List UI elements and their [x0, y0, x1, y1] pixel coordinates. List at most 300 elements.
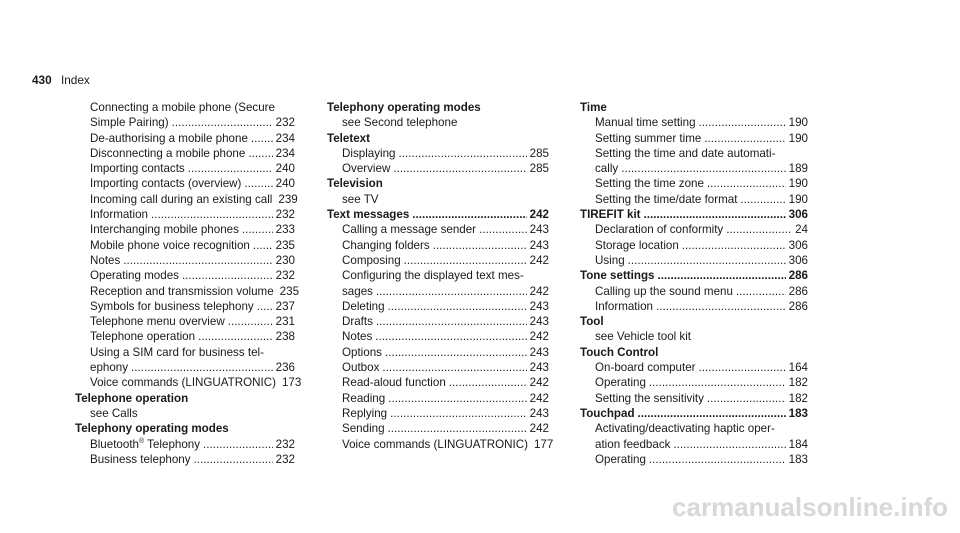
index-subentry [327, 421, 549, 436]
leader-dots [393, 161, 526, 176]
entry-label [595, 222, 723, 237]
index-subentry [580, 360, 808, 375]
index-subentry [75, 406, 295, 421]
index-heading [75, 391, 295, 406]
entry-label [90, 407, 138, 420]
entry-text: Importing contacts (overview) [90, 177, 242, 191]
page-ref: 189 [788, 162, 808, 176]
entry-text: Setting the sensitivity [595, 391, 704, 405]
index-subentry [580, 253, 808, 268]
page-ref: 183 [788, 452, 808, 466]
page-ref: 242 [529, 284, 549, 298]
entry-text: Declaration of conformity [595, 223, 724, 237]
entry-text: Time [580, 101, 607, 114]
entry-label [595, 115, 696, 130]
entry-label [327, 207, 409, 222]
page-ref: 177 [533, 437, 554, 451]
index-subentry [327, 192, 549, 207]
entry-text: see Vehicle tool kit [595, 330, 692, 344]
index-subentry [75, 161, 295, 176]
entry-label [90, 360, 128, 375]
entry-text: Tone settings [580, 269, 655, 283]
entry-label [90, 222, 239, 237]
entry-text: Incoming call during an existing call [90, 192, 273, 206]
leader-dots [404, 253, 527, 268]
leader-dots [390, 406, 527, 421]
entry-text: Telephony operating modes [327, 101, 481, 114]
index-column-2 [327, 100, 554, 452]
entry-text: Operating [595, 452, 646, 466]
entry-label [342, 421, 385, 436]
entry-label [75, 392, 188, 405]
entry-text: Calling up the sound menu [595, 284, 733, 298]
entry-text: Television [327, 177, 383, 191]
entry-label [90, 146, 245, 161]
entry-text: On-board computer [595, 361, 696, 375]
page-ref: 242 [529, 330, 549, 344]
entry-label [90, 253, 120, 268]
index-subentry [75, 100, 295, 115]
leader-dots [388, 391, 526, 406]
page-ref: 182 [788, 376, 808, 390]
entry-label [595, 253, 625, 268]
leader-dots [257, 299, 273, 314]
entry-label [580, 406, 635, 421]
entry-text: Reading [342, 391, 386, 405]
page-ref: 242 [529, 391, 549, 405]
leader-dots [251, 131, 273, 146]
index-column-1 [75, 100, 302, 467]
index-subentry [327, 329, 549, 344]
entry-label [342, 238, 430, 253]
entry-text: Using [595, 253, 625, 267]
entry-label [90, 101, 275, 114]
leader-dots [253, 238, 273, 253]
page-ref: 240 [275, 177, 295, 191]
entry-text: Tool [580, 315, 604, 329]
index-subentry [580, 329, 808, 344]
page-ref: 164 [788, 361, 808, 375]
leader-dots [172, 115, 273, 130]
index-subentry [75, 375, 302, 390]
entry-label [342, 269, 524, 282]
entry-label [90, 284, 274, 299]
index-heading [580, 345, 808, 360]
entry-text: Setting summer time [595, 131, 702, 145]
page-ref: 306 [788, 253, 808, 267]
entry-text: Replying [342, 406, 388, 420]
entry-text: Reception and transmission volume [90, 284, 274, 298]
entry-label [90, 437, 200, 452]
leader-dots [385, 345, 527, 360]
page-ref: 190 [788, 192, 808, 206]
index-subentry [75, 253, 295, 268]
index-subentry [75, 345, 295, 360]
leader-dots [244, 176, 272, 191]
index-subentry [580, 161, 808, 176]
page-ref: 285 [529, 162, 549, 176]
index-subentry [327, 253, 549, 268]
entry-text: Touch Control [580, 345, 659, 359]
entry-text: Storage location [595, 238, 679, 252]
entry-label [595, 284, 733, 299]
leader-dots [638, 406, 786, 421]
entry-label [90, 115, 169, 130]
entry-label [90, 268, 179, 283]
entry-text: Symbols for business telephony [90, 299, 254, 313]
page-ref: 230 [275, 253, 295, 267]
entry-text: Simple Pairing) [90, 116, 169, 130]
index-subentry [327, 161, 549, 176]
entry-text: Drafts [342, 315, 373, 329]
leader-dots [151, 207, 273, 222]
entry-text: Outbox [342, 361, 380, 375]
entry-label [595, 330, 691, 343]
entry-label [595, 192, 737, 207]
leader-dots [740, 192, 785, 207]
entry-text: ation feedback [595, 437, 671, 451]
index-heading [580, 314, 808, 329]
page-ref: 233 [275, 223, 295, 237]
index-subentry [580, 146, 808, 161]
page-ref: 232 [275, 269, 295, 283]
index-subentry [327, 284, 549, 299]
leader-dots [123, 253, 272, 268]
leader-dots [726, 222, 792, 237]
entry-label [327, 177, 383, 190]
index-heading [327, 176, 549, 191]
page-ref: 242 [529, 208, 549, 222]
entry-label [342, 284, 373, 299]
page-ref: 243 [529, 238, 549, 252]
page-ref: 190 [788, 177, 808, 191]
entry-text: Voice commands (LINGUATRONIC) [342, 437, 528, 451]
index-subentry [75, 299, 295, 314]
entry-text: see Second telephone [342, 116, 458, 130]
leader-dots [388, 421, 527, 436]
entry-text: De-authorising a mobile phone [90, 131, 248, 145]
entry-text: Configuring the displayed text mes- [342, 269, 524, 283]
entry-label [342, 314, 373, 329]
entry-label [342, 222, 476, 237]
registered-mark: ® [139, 437, 145, 445]
entry-label [595, 360, 696, 375]
index-subentry [327, 360, 549, 375]
entry-label [342, 360, 379, 375]
index-subentry [580, 452, 808, 467]
index-subentry [580, 238, 808, 253]
page-ref: 243 [529, 299, 549, 313]
page-ref: 24 [795, 223, 808, 237]
index-heading [580, 207, 808, 222]
page-ref: 184 [788, 437, 808, 451]
index-subentry [75, 131, 295, 146]
entry-label [90, 192, 272, 207]
entry-text: Options [342, 345, 382, 359]
entry-label [595, 452, 646, 467]
page-ref: 243 [529, 406, 549, 420]
page-ref: 190 [788, 116, 808, 130]
entry-text: Overview [342, 162, 391, 176]
entry-label [580, 346, 658, 359]
page-ref: 239 [278, 192, 298, 206]
index-heading [327, 207, 549, 222]
entry-label [342, 299, 385, 314]
index-subentry [327, 222, 549, 237]
index-subentry [75, 238, 295, 253]
index-subentry [75, 222, 295, 237]
index-subentry [327, 115, 549, 130]
entry-text-suffix: Telephony [144, 437, 201, 451]
index-subentry [327, 268, 549, 283]
leader-dots [673, 437, 785, 452]
page-ref: 286 [788, 299, 808, 313]
entry-label [342, 146, 396, 161]
leader-dots [682, 238, 786, 253]
entry-label [595, 176, 704, 191]
index-subentry [75, 207, 295, 222]
page-ref: 235 [275, 238, 295, 252]
entry-text: Importing contacts [90, 162, 185, 176]
index-subentry [580, 421, 808, 436]
index-heading [580, 406, 808, 421]
index-subentry [75, 452, 295, 467]
entry-text: Mobile phone voice recognition [90, 238, 250, 252]
page-ref: 285 [529, 146, 549, 160]
leader-dots [649, 452, 786, 467]
index-subentry [327, 391, 549, 406]
index-subentry [75, 314, 295, 329]
index-subentry [75, 437, 295, 452]
leader-dots [449, 375, 527, 390]
index-subentry [580, 176, 808, 191]
page-ref: 236 [275, 361, 295, 375]
index-subentry [327, 299, 549, 314]
index-subentry [75, 115, 295, 130]
entry-text: ephony [90, 361, 129, 375]
entry-text: cally [595, 162, 619, 176]
entry-label [595, 131, 701, 146]
index-subentry [580, 131, 808, 146]
index-subentry [75, 192, 298, 207]
leader-dots [704, 131, 785, 146]
index-column-3 [580, 100, 808, 467]
entry-label [342, 329, 372, 344]
leader-dots [182, 268, 273, 283]
entry-text: Information [90, 208, 148, 222]
entry-label [342, 437, 528, 452]
entry-text: Composing [342, 253, 401, 267]
leader-dots [707, 176, 786, 191]
entry-label [90, 452, 191, 467]
entry-text: Text messages [327, 208, 410, 222]
index-heading [580, 100, 808, 115]
entry-text: Telephone operation [90, 330, 196, 344]
entry-text: Voice commands (LINGUATRONIC) [90, 376, 276, 390]
entry-label [90, 314, 225, 329]
entry-text: Read-aloud function [342, 376, 446, 390]
index-subentry [580, 284, 808, 299]
entry-label [90, 375, 276, 390]
index-subentry [327, 238, 549, 253]
entry-label [90, 346, 264, 359]
page-ref: 231 [275, 315, 295, 329]
entry-label [342, 253, 401, 268]
page-ref: 182 [788, 391, 808, 405]
leader-dots [388, 299, 527, 314]
entry-label [342, 345, 382, 360]
page-ref: 306 [788, 238, 808, 252]
leader-dots [412, 207, 526, 222]
page-ref: 232 [275, 452, 295, 466]
watermark: carmanualsonline.info [672, 492, 948, 522]
page-ref: 243 [529, 345, 549, 359]
entry-label [90, 207, 148, 222]
page-ref: 242 [529, 253, 549, 267]
leader-dots [699, 115, 786, 130]
page-ref: 243 [529, 223, 549, 237]
leader-dots [479, 222, 527, 237]
page-header [32, 73, 90, 87]
leader-dots [188, 161, 273, 176]
index-subentry [75, 176, 295, 191]
page-ref: 286 [788, 284, 808, 298]
page-number: 430 [32, 73, 52, 87]
index-subentry [580, 375, 808, 390]
entry-text: Bluetooth [90, 437, 139, 451]
entry-text: Using a SIM card for business tel- [90, 345, 264, 359]
entry-text: Setting the time/date format [595, 192, 738, 206]
page-ref: 232 [275, 208, 295, 222]
leader-dots [376, 314, 527, 329]
page-ref: 237 [275, 299, 295, 313]
entry-text: Setting the time and date automati- [595, 146, 776, 160]
index-subentry [75, 360, 295, 375]
entry-label [595, 375, 646, 390]
page-ref: 240 [275, 162, 295, 176]
leader-dots [736, 284, 786, 299]
entry-text: TIREFIT kit [580, 208, 641, 222]
page-ref: 232 [275, 116, 295, 130]
page-ref: 232 [275, 437, 295, 451]
index-subentry [327, 345, 549, 360]
entry-text: Displaying [342, 146, 396, 160]
page-ref: 242 [529, 376, 549, 390]
leader-dots [699, 360, 786, 375]
index-subentry [580, 115, 808, 130]
index-subentry [327, 314, 549, 329]
entry-label [90, 329, 195, 344]
entry-label [342, 161, 390, 176]
index-subentry [75, 146, 295, 161]
index-subentry [327, 437, 554, 452]
page-ref: 243 [529, 315, 549, 329]
entry-text: Operating modes [90, 269, 179, 283]
entry-label [342, 193, 379, 206]
page-ref: 242 [529, 422, 549, 436]
index-subentry [580, 222, 808, 237]
index-subentry [580, 437, 808, 452]
entry-text: Interchanging mobile phones [90, 223, 239, 237]
page-ref: 234 [275, 131, 295, 145]
leader-dots [203, 437, 273, 452]
leader-dots [433, 238, 527, 253]
entry-label [595, 422, 775, 435]
entry-text: Business telephony [90, 452, 191, 466]
entry-label [595, 147, 775, 160]
entry-text: Telephone operation [75, 391, 189, 405]
leader-dots [628, 253, 786, 268]
entry-label [595, 437, 670, 452]
entry-label [342, 391, 385, 406]
leader-dots [248, 146, 272, 161]
leader-dots [242, 222, 273, 237]
entry-text: Disconnecting a mobile phone [90, 146, 246, 160]
entry-text: Deleting [342, 299, 385, 313]
page-ref: 306 [788, 208, 808, 222]
entry-label [580, 268, 655, 283]
page-ref: 173 [281, 376, 302, 390]
index-subentry [75, 284, 300, 299]
leader-dots [658, 268, 786, 283]
page-ref: 234 [275, 146, 295, 160]
page-ref: 190 [788, 131, 808, 145]
leader-dots [375, 329, 526, 344]
entry-text: Telephony operating modes [75, 422, 229, 436]
page-ref: 235 [279, 284, 300, 298]
entry-text: Notes [90, 253, 121, 267]
entry-text: Manual time setting [595, 116, 696, 130]
entry-label [342, 406, 387, 421]
leader-dots [131, 360, 273, 375]
entry-label [90, 238, 250, 253]
index-heading [327, 131, 549, 146]
entry-label [327, 101, 481, 114]
entry-text: Sending [342, 422, 385, 436]
page-ref: 183 [788, 406, 808, 420]
entry-label [595, 299, 653, 314]
page-ref: 286 [788, 269, 808, 283]
entry-label [580, 207, 641, 222]
page-ref: 238 [275, 330, 295, 344]
index-subentry [327, 146, 549, 161]
leader-dots [376, 284, 527, 299]
leader-dots [399, 146, 527, 161]
leader-dots [656, 299, 786, 314]
entry-text: Operating [595, 376, 646, 390]
leader-dots [198, 329, 273, 344]
entry-label [90, 161, 185, 176]
entry-label [90, 131, 248, 146]
entry-label [595, 238, 679, 253]
index-subentry [580, 391, 808, 406]
index-heading [327, 100, 549, 115]
section-title: Index [60, 73, 90, 87]
entry-text: sages [342, 284, 373, 298]
entry-label [327, 132, 370, 145]
index-subentry [580, 192, 808, 207]
entry-text: Telephone menu overview [90, 315, 225, 329]
entry-label [580, 101, 607, 114]
entry-text: Information [595, 299, 653, 313]
entry-label [90, 299, 254, 314]
entry-label [90, 176, 241, 191]
entry-label [342, 375, 446, 390]
index-subentry [327, 406, 549, 421]
entry-text: Setting the time zone [595, 177, 704, 191]
leader-dots [621, 161, 785, 176]
entry-text: Notes [342, 330, 373, 344]
